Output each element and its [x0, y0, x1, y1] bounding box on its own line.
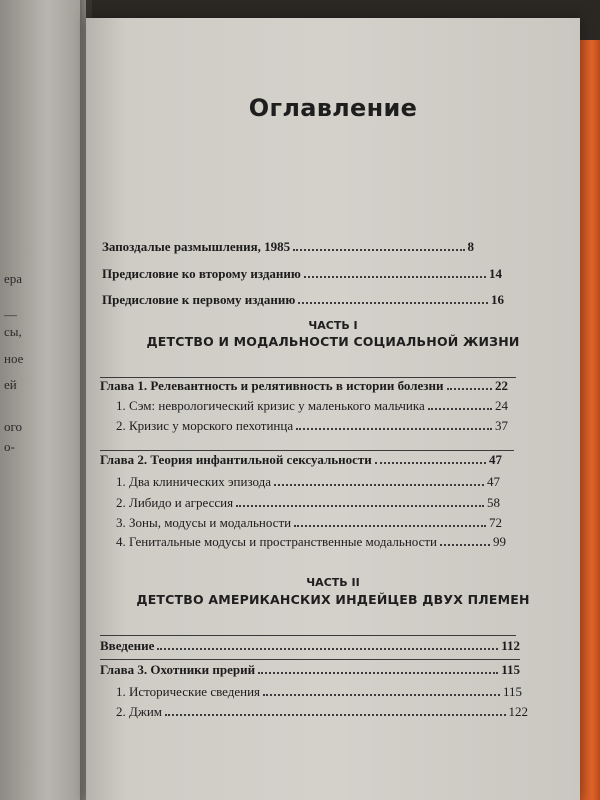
leader-dots: [258, 671, 498, 674]
leader-dots: [447, 387, 492, 390]
toc-entry-section-2-2[interactable]: [116, 495, 500, 510]
left-page-fragment: ное: [4, 351, 24, 366]
entry-page: 47: [487, 474, 500, 489]
toc-entry-chapter-2[interactable]: [100, 452, 502, 467]
left-page-fragment: ера: [4, 271, 23, 286]
divider-rule: [100, 659, 520, 660]
entry-title: 1. Два клинических эпизода: [116, 474, 272, 489]
leader-dots: [274, 483, 484, 486]
part-1-label: ЧАСТЬ I: [308, 319, 358, 332]
leader-dots: [298, 301, 488, 304]
left-page: [0, 0, 86, 800]
leader-dots: [157, 647, 498, 650]
toc-entry-section-3-1[interactable]: [116, 684, 522, 699]
entry-title: 2. Кризис у морского пехотинца: [116, 418, 294, 433]
part-2-label: ЧАСТЬ II: [306, 576, 360, 589]
entry-page: 22: [495, 378, 508, 393]
entry-title: Предисловие к первому изданию: [102, 292, 296, 307]
entry-page: 16: [491, 292, 504, 307]
toc-entry-introduction[interactable]: [100, 638, 520, 653]
toc-entry-chapter-3[interactable]: [100, 662, 520, 677]
entry-page: 122: [508, 704, 528, 719]
entry-page: 99: [493, 534, 506, 549]
entry-page: 47: [489, 452, 502, 467]
entry-title: Предисловие ко второму изданию: [102, 266, 301, 281]
entry-title: 2. Джим: [116, 704, 163, 719]
leader-dots: [263, 693, 500, 696]
toc-entry-section-2-1[interactable]: [116, 474, 500, 489]
leader-dots: [165, 713, 505, 716]
part-2-title: ДЕТСТВО АМЕРИКАНСКИХ ИНДЕЙЦЕВ ДВУХ ПЛЕМЕН: [136, 592, 530, 607]
leader-dots: [304, 275, 486, 278]
entry-title: 4. Генитальные модусы и пространственные модальности: [116, 534, 438, 549]
toc-entry-chapter-1[interactable]: [100, 378, 508, 393]
divider-rule: [100, 450, 514, 451]
leader-dots: [296, 427, 492, 430]
leader-dots: [375, 461, 486, 464]
entry-title: 3. Зоны, модусы и модальности: [116, 515, 292, 530]
entry-page: 8: [467, 239, 474, 254]
toc-page: [86, 18, 580, 800]
entry-title: Глава 3. Охотники прерий: [100, 662, 256, 677]
toc-entry-preface-second[interactable]: [102, 266, 502, 281]
toc-entry-section-1-2[interactable]: [116, 418, 508, 433]
leader-dots: [428, 407, 492, 410]
toc-entry-preface-first[interactable]: [102, 292, 504, 307]
leader-dots: [440, 543, 490, 546]
toc-entry-section-2-3[interactable]: [116, 515, 502, 530]
entry-page: 58: [487, 495, 500, 510]
leader-dots: [294, 524, 486, 527]
entry-page: 115: [502, 684, 522, 699]
entry-title: Запоздалые размышления, 1985: [102, 239, 291, 254]
leader-dots: [293, 248, 464, 251]
entry-title: 2. Либидо и агрессия: [116, 495, 234, 510]
toc-entry-section-3-2[interactable]: [116, 704, 528, 719]
entry-title: 1. Исторические сведения: [116, 684, 261, 699]
entry-page: 72: [489, 515, 502, 530]
entry-title: Глава 1. Релевантность и релятивность в истории болезни: [100, 378, 444, 393]
left-page-fragment: о-: [4, 439, 15, 454]
left-page-fragment: —: [4, 307, 17, 322]
entry-page: 14: [489, 266, 502, 281]
entry-page: 24: [495, 398, 508, 413]
left-page-fragment: сы,: [4, 324, 22, 339]
part-1-title: ДЕТСТВО И МОДАЛЬНОСТИ СОЦИАЛЬНОЙ ЖИЗНИ: [146, 334, 520, 349]
toc-entry-section-1-1[interactable]: [116, 398, 508, 413]
left-page-fragment: ей: [4, 377, 17, 392]
left-page-fragment: ого: [4, 419, 23, 434]
toc-entry-section-2-4[interactable]: [116, 534, 506, 549]
leader-dots: [236, 504, 484, 507]
entry-page: 112: [501, 638, 520, 653]
divider-rule: [100, 635, 516, 636]
toc-entry-afterthoughts[interactable]: [102, 239, 474, 254]
book-cover-edge: [580, 40, 600, 800]
toc-heading: Оглавление: [248, 94, 418, 122]
entry-title: 1. Сэм: неврологический кризис у маленького мальчика: [116, 398, 425, 413]
entry-page: 37: [495, 418, 508, 433]
entry-title: Глава 2. Теория инфантильной сексуальности: [100, 452, 372, 467]
entry-title: Введение: [100, 638, 155, 653]
entry-page: 115: [501, 662, 520, 677]
